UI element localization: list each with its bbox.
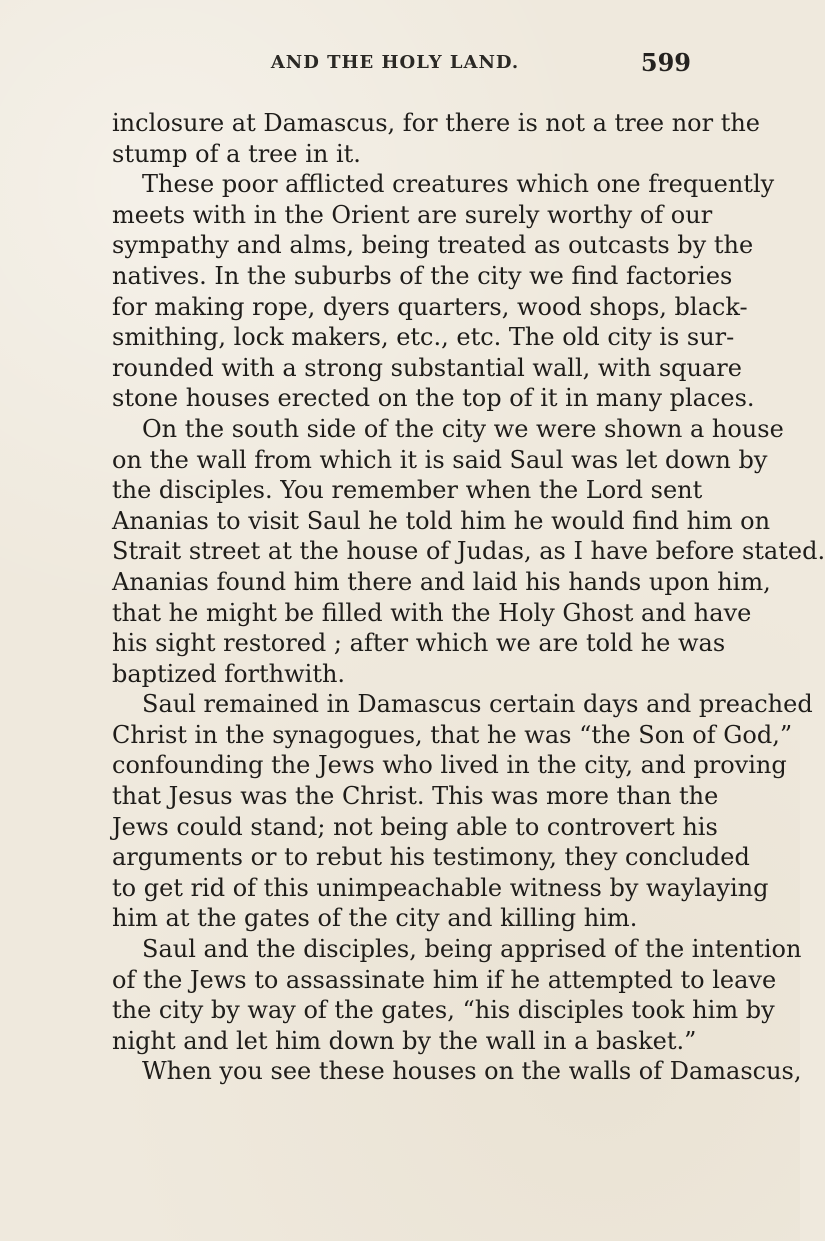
text-line: Ananias found him there and laid his hands upon him, [112,567,771,596]
text-line: to get rid of this unimpeachable witness by waylaying [112,873,769,902]
text-line: meets with in the Orient are surely worthy of our [112,200,713,229]
text-line: his sight restored ; after which we are told he was [112,629,726,658]
running-header: AND THE HOLY LAND. [270,52,520,73]
text-line: inclosure at Damascus, for there is not a tree nor the [112,109,761,137]
text-line: smithing, lock makers, etc., etc. The old city is sur- [112,323,735,352]
page-body-text [112,108,825,1087]
text-line: that he might be filled with the Holy Ghost and have [112,598,752,627]
text-line: Jews could stand; not being able to controvert his [112,812,718,841]
text-line: stump of a tree in it. [112,139,361,168]
page-number: 599 [640,48,691,77]
text-line: These poor afflicted creatures which one frequently [142,170,775,199]
text-line: arguments or to rebut his testimony, they concluded [112,843,750,872]
text-line: Saul and the disciples, being apprised of the intention [142,935,802,964]
text-line: that Jesus was the Christ. This was more than the [112,782,719,811]
text-line: baptized forthwith. [112,659,346,688]
text-line: Ananias to visit Saul he told him he would find him on [112,506,771,535]
text-line: rounded with a strong substantial wall, with square [112,353,742,382]
text-line: Saul remained in Damascus certain days and preached [142,690,813,719]
text-line: stone houses erected on the top of it in many places. [112,384,755,413]
text-line: for making rope, dyers quarters, wood shops, black- [112,292,748,321]
text-line: the city by way of the gates, “his disciples took him by [112,996,775,1025]
text-line: Strait street at the house of Judas, as I have before stated. [112,537,825,566]
text-line: the disciples. You remember when the Lord sent [112,476,703,505]
text-line: night and let him down by the wall in a basket.” [112,1026,697,1055]
text-line: sympathy and alms, being treated as outcasts by the [112,231,754,260]
text-line: When you see these houses on the walls of Damascus, [142,1057,802,1086]
text-line: natives. In the suburbs of the city we find factories [112,261,733,290]
text-line: on the wall from which it is said Saul was let down by [112,445,768,474]
text-line: him at the gates of the city and killing him. [112,904,638,933]
text-line: confounding the Jews who lived in the city, and proving [112,751,787,780]
text-line: of the Jews to assassinate him if he attempted to leave [112,965,777,994]
text-line: Christ in the synagogues, that he was “the Son of God,” [112,720,793,749]
text-line: On the south side of the city we were shown a house [142,414,784,443]
